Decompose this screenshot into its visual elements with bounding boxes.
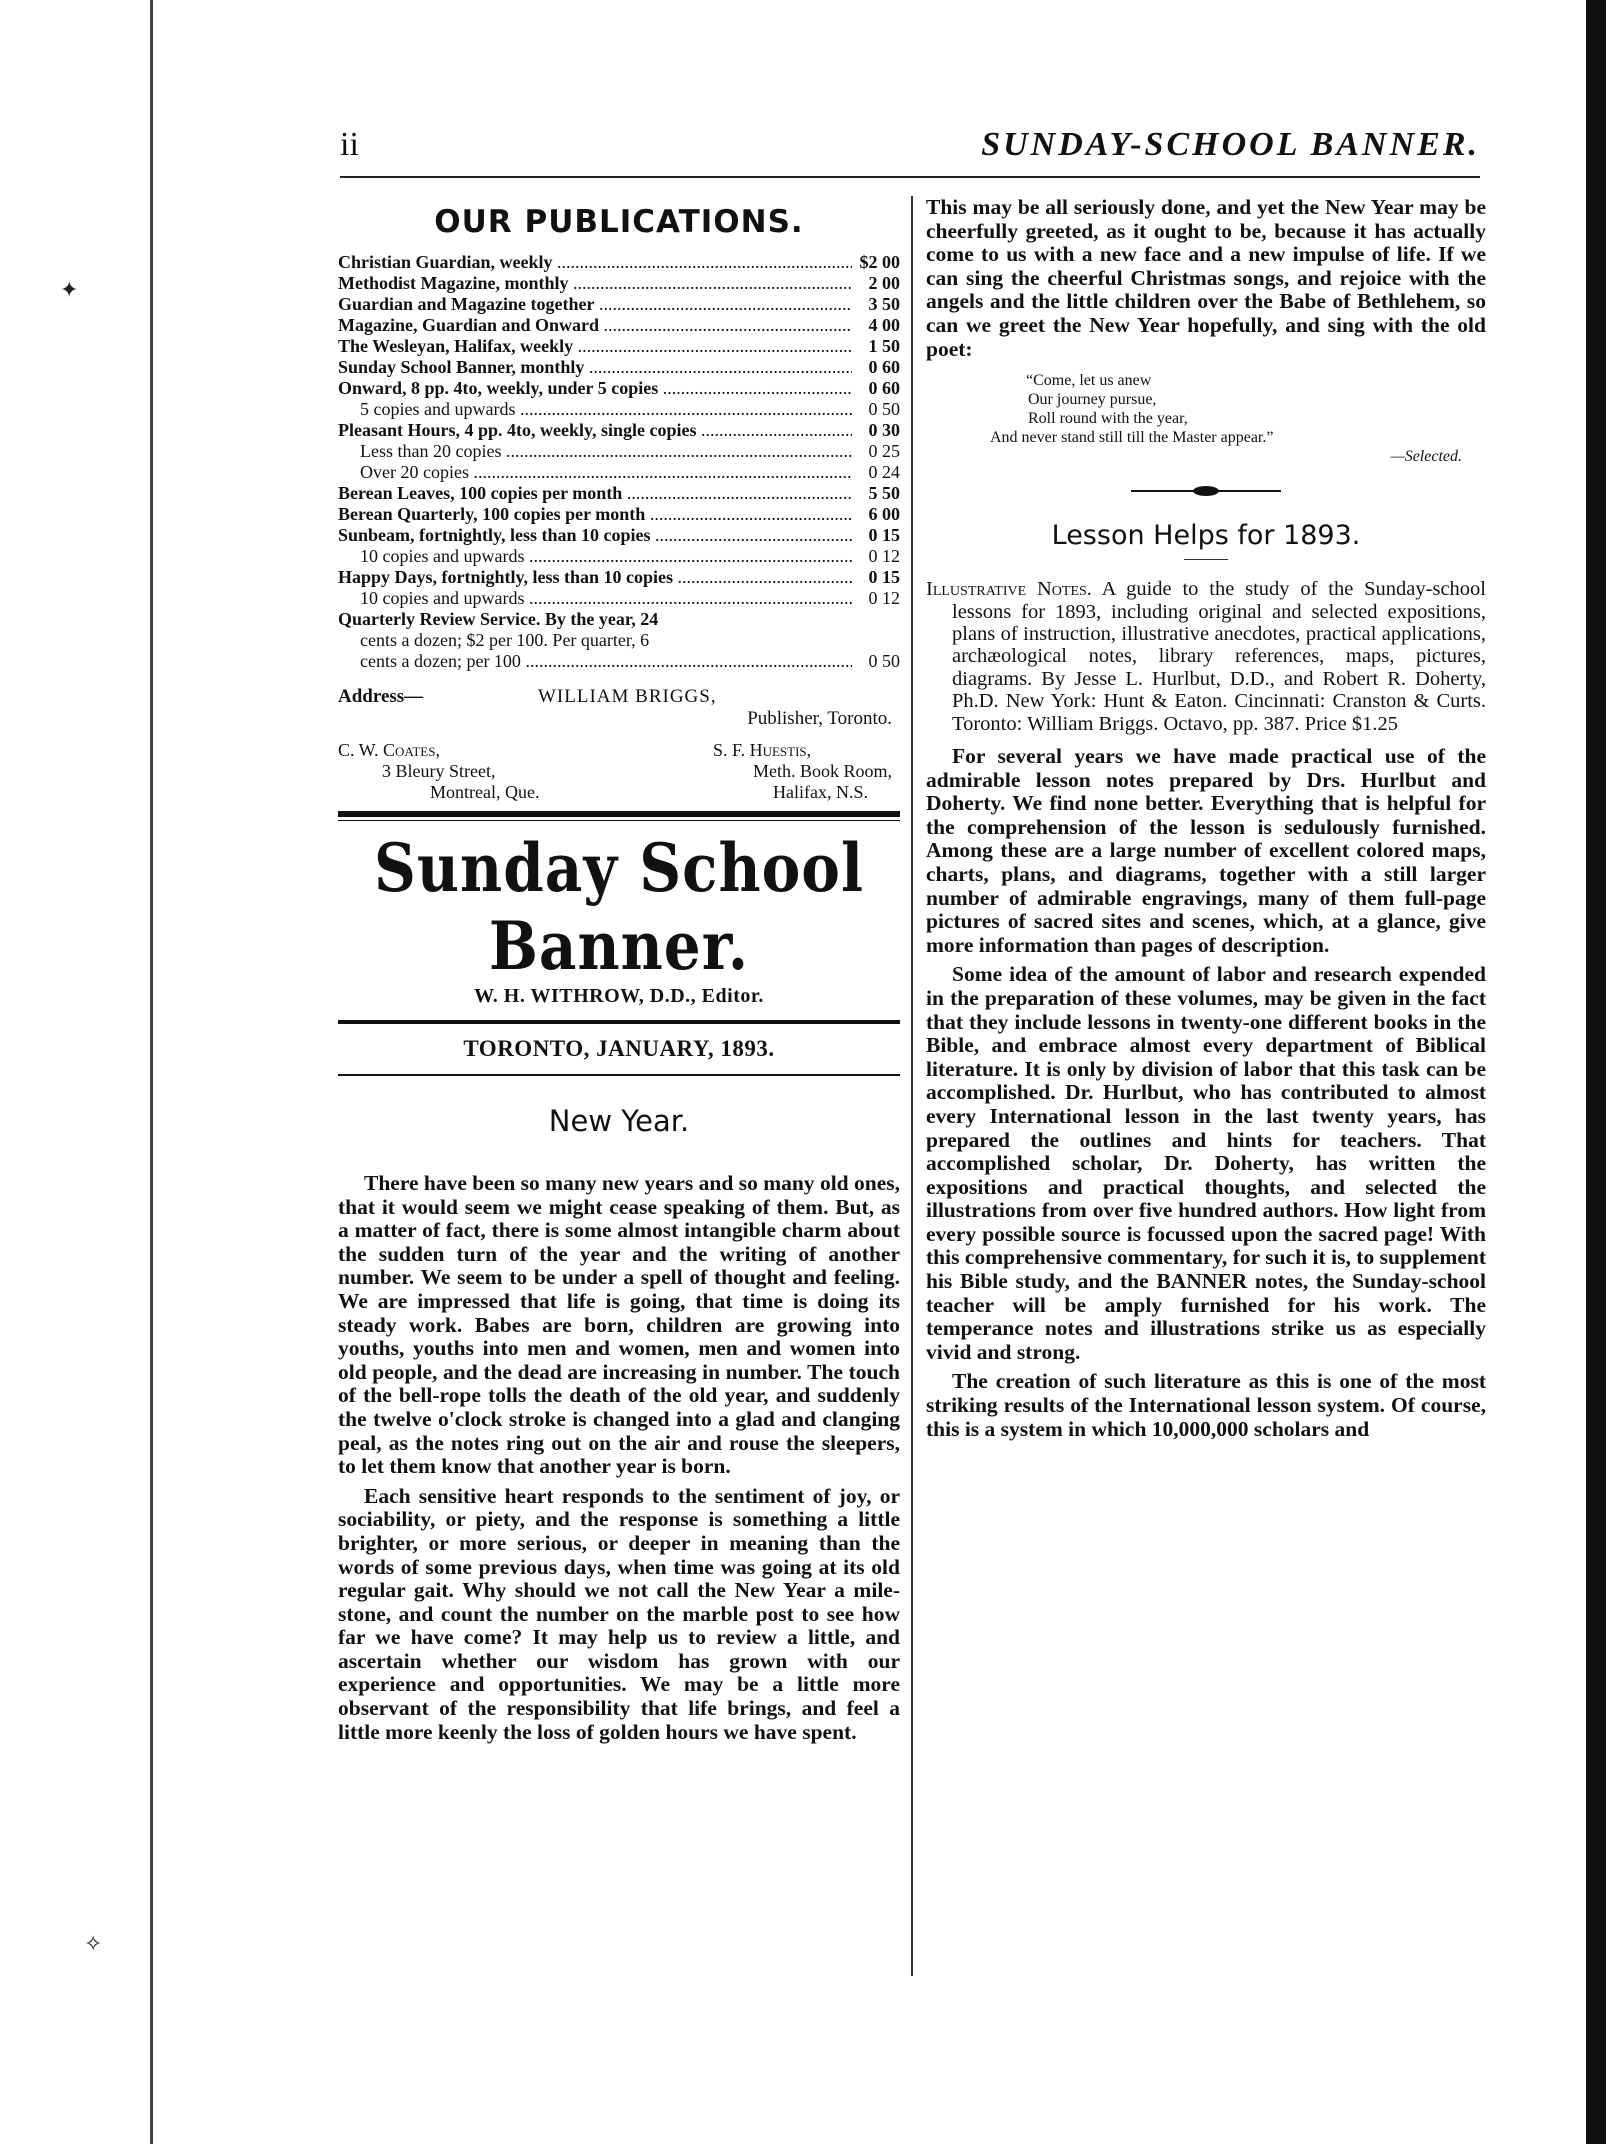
publication-name: Berean Leaves, 100 copies per month .....	[338, 483, 852, 504]
publication-price: 3 50	[868, 294, 900, 314]
branch-right-name: S. F. Huestis,	[712, 740, 812, 760]
poem-line-3: Roll round with the year,	[1028, 410, 1188, 428]
book-reference-title: Illustrative Notes.	[926, 578, 1092, 601]
publication-name: Pleasant Hours, 4 pp. 4to, weekly, single copies .....	[338, 420, 852, 441]
poem-line-4: And never stand still till the Master appear.”	[990, 429, 1274, 447]
publication-name: Methodist Magazine, monthly .....	[338, 273, 852, 294]
main-address-line: Publisher, Toronto.	[747, 708, 892, 729]
publication-row	[338, 483, 900, 504]
dateline: TORONTO, JANUARY, 1893.	[463, 1036, 775, 1061]
publication-row	[338, 588, 900, 609]
publication-row	[338, 357, 900, 378]
publication-name: Happy Days, fortnightly, less than 10 copies .....	[338, 567, 852, 588]
branch-right-city: Halifax, N.S.	[772, 782, 868, 802]
publication-name: cents a dozen; $2 per 100. Per quarter, 6	[360, 630, 650, 650]
publication-name: The Wesleyan, Halifax, weekly .....	[338, 336, 852, 357]
publication-name: 10 copies and upwards .....	[360, 588, 852, 609]
publication-row	[338, 525, 900, 546]
new-year-paragraph-3: This may be all seriously done, and yet the New Year may be cheerfully greeted, as it ought to be, because it has actually come to us with a new face and a new impulse of life. If we can sing the cheerful Christmas songs, and rejoice with the angels and the little children over the Babe of Bethlehem, so can we greet the New Year hopefully, and sing with the old poet:	[926, 195, 1486, 361]
masthead-rule-top-thin	[338, 820, 900, 821]
dateline-rule-top	[338, 1020, 900, 1024]
publication-price: 1 50	[868, 336, 900, 356]
publication-name: cents a dozen; per 100 .....	[360, 651, 852, 672]
publication-price: 0 12	[868, 588, 900, 608]
running-header	[340, 118, 1480, 178]
publications-title: OUR PUBLICATIONS.	[434, 204, 804, 240]
page-number: ii	[340, 126, 359, 163]
branch-left-name: C. W. Coates,	[338, 740, 440, 760]
publication-row	[338, 273, 900, 294]
publication-price: 5 50	[868, 483, 900, 503]
book-reference	[926, 578, 1486, 735]
publication-price: 0 15	[868, 567, 900, 587]
poem-citation: —Selected.	[1390, 448, 1462, 466]
book-reference-details: A guide to the study of the Sunday-school lessons for 1893, including original and selected expositions, plans of instruction, illustrative anecdotes, practical applications, archæological notes, library references, maps, pictures, diagrams. By Jesse L. Hurlbut, D.D., and Robert R. Doherty, Ph.D. New York: Hunt & Eaton. Cincinnati: Cranston & Curts. Toronto: William Briggs. Octavo, pp. 387. Price $1.25	[952, 578, 1486, 735]
publication-name: Christian Guardian, weekly .....	[338, 252, 852, 273]
new-year-paragraph-1: There have been so many new years and so many old ones, that it would seem we might cease speaking of them. But, as a matter of fact, there is some almost intangible charm about the sudden turn of the year and the writing of another number. We seem to be under a spell of thought and feeling. We are impressed that life is going, that time is doing its steady work. Babes are born, children are growing into youths, youths into men and women, men and women into old people, and the dead are increasing in number. The touch of the bell-rope tolls the death of the old year, and suddenly the twelve o'clock stroke is changed into a glad and clanging peal, as the notes ring out on the air and rouse the sleepers, to let them know that another year is born.	[338, 1171, 900, 1479]
branch-left-street: 3 Bleury Street,	[382, 761, 496, 781]
publication-name: 10 copies and upwards .....	[360, 546, 852, 567]
publication-row	[338, 252, 900, 273]
branch-address-halifax	[713, 740, 900, 803]
publication-name: Over 20 copies .....	[360, 462, 852, 483]
address-label: Address—	[338, 686, 424, 707]
poem-line-1: “Come, let us anew	[1026, 372, 1152, 390]
publication-price: 0 24	[868, 462, 900, 482]
publication-row	[338, 378, 900, 399]
scan-speck: ✦	[60, 278, 79, 303]
publication-name: Less than 20 copies .....	[360, 441, 852, 462]
masthead-title: Sunday School Banner.	[373, 828, 865, 986]
publication-price	[852, 609, 900, 630]
publication-price: 6 00	[868, 504, 900, 524]
publication-name: Magazine, Guardian and Onward .....	[338, 315, 852, 336]
poem-line-2: Our journey pursue,	[1028, 391, 1157, 409]
branch-left-city: Montreal, Que.	[430, 782, 540, 802]
publication-name: Onward, 8 pp. 4to, weekly, under 5 copies .....	[338, 378, 852, 399]
publication-row	[338, 294, 900, 315]
publication-name: Sunbeam, fortnightly, less than 10 copies .....	[338, 525, 852, 546]
publication-price: 0 15	[868, 525, 900, 545]
publication-price: 0 30	[868, 420, 900, 440]
publication-row	[338, 462, 900, 483]
lesson-helps-title: Lesson Helps for 1893.	[1051, 520, 1361, 552]
publication-name: Guardian and Magazine together .....	[338, 294, 852, 315]
publication-row	[338, 651, 900, 672]
scan-page-edge	[1586, 0, 1606, 2144]
branch-right-street: Meth. Book Room,	[752, 761, 892, 781]
publication-price: 0 50	[868, 399, 900, 419]
publication-price: 2 00	[868, 273, 900, 293]
publication-name: Sunday School Banner, monthly .....	[338, 357, 852, 378]
publication-name: Berean Quarterly, 100 copies per month .....	[338, 504, 852, 525]
column-divider	[911, 196, 913, 1976]
address-block	[338, 686, 900, 708]
scan-speck: ✧	[84, 1932, 103, 1957]
publication-row	[338, 630, 900, 651]
running-title: SUNDAY-SCHOOL BANNER.	[981, 126, 1480, 163]
scan-binding-edge	[150, 0, 153, 2144]
publication-price: 0 25	[868, 441, 900, 461]
publication-row	[338, 336, 900, 357]
publications-list	[338, 252, 900, 672]
right-column	[926, 196, 1486, 1447]
main-address-name: WILLIAM BRIGGS,	[538, 686, 717, 707]
publication-price	[852, 630, 900, 651]
publication-row	[338, 567, 900, 588]
new-year-paragraph-2: Each sensitive heart responds to the sentiment of joy, or sociability, or piety, and the response is something a little brighter, or more serious, or deeper in meaning than the words of some previous days, when time was going at its old regular gait. Why should we not call the New Year a mile-stone, and count the number on the marble post to see how far we have come? It may help us to review a little, and ascertain whether our wisdom has grown with our experience and opportunities. We may be a little more observant of the responsibility that life brings, and feel a little more keenly the loss of golden hours we have spent.	[338, 1483, 900, 1744]
branch-address-montreal	[338, 740, 539, 803]
new-year-title: New Year.	[548, 1104, 690, 1138]
poem	[990, 371, 1486, 466]
publication-row	[338, 315, 900, 336]
short-rule	[1184, 559, 1228, 560]
publication-row	[338, 546, 900, 567]
publication-price: 0 60	[868, 378, 900, 398]
publication-name: 5 copies and upwards .....	[360, 399, 852, 420]
dateline-rule-bottom	[338, 1074, 900, 1076]
publication-row	[338, 420, 900, 441]
branch-addresses	[338, 740, 900, 803]
lesson-helps-paragraph-1: For several years we have made practical use of the admirable lesson notes prepared by Drs. Hurlbut and Doherty. We find none better. Everything that is helpful for the comprehension of the lesson is sedulously furnished. Among these are a large number of excellent colored maps, charts, plans, and diagrams, together with a still larger number of admirable engravings, many of them full-page pictures of sacred sites and scenes, which, at a glance, give more information than pages of description.	[926, 744, 1486, 957]
publication-row	[338, 441, 900, 462]
publication-price: 4 00	[868, 315, 900, 335]
publication-price: 0 60	[868, 357, 900, 377]
lesson-helps-paragraph-2: Some idea of the amount of labor and research expended in the preparation of these volumes, may be given in the fact that they include lessons in twenty-one different books in the Bible, and embrace almost every department of Biblical literature. It is only by division of labor that this task can be accomplished. Dr. Hurlbut, who has contributed to almost every International lesson in the last twenty years, has prepared the outlines and hints for teachers. That accomplished scholar, Dr. Doherty, has written the expositions and practical thoughts, and selected the illustrations from over five hundred authors. How light from every possible source is focussed upon the sacred page! With this comprehensive commentary, for such it is, to supplement his Bible study, and the BANNER notes, the Sunday-school teacher will be amply furnished for his work. The temperance notes and illustrations strike us as especially vivid and strong.	[926, 962, 1486, 1364]
header-rule	[340, 176, 1480, 178]
masthead-editor: W. H. WITHROW, D.D., Editor.	[474, 985, 764, 1007]
lesson-helps-paragraph-3: The creation of such literature as this is one of the most striking results of the International lesson system. Of course, this is a system in which 10,000,000 scholars and	[926, 1369, 1486, 1441]
publication-row	[338, 609, 900, 630]
publication-row	[338, 504, 900, 525]
publication-price: $2 00	[859, 252, 900, 272]
section-ornament	[1131, 488, 1281, 494]
publication-price: 0 50	[868, 651, 900, 671]
masthead-rule-top	[338, 811, 900, 817]
left-column	[338, 196, 900, 1750]
publication-row	[338, 399, 900, 420]
publication-price: 0 12	[868, 546, 900, 566]
publication-name: Quarterly Review Service. By the year, 24	[338, 609, 659, 629]
